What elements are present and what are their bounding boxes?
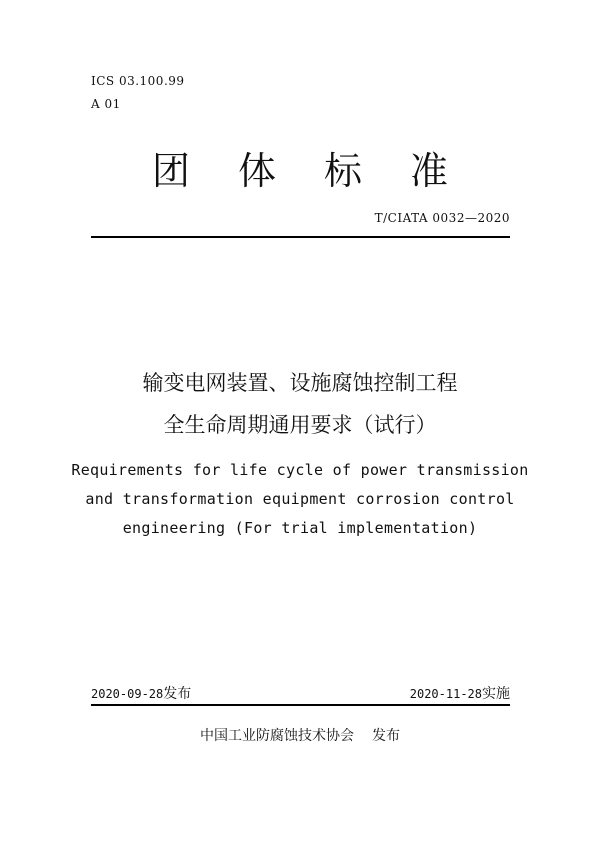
title-en-line-3: engineering (For trial implementation) (122, 519, 478, 537)
title-en-line-2: and transformation equipment corrosion control (85, 490, 515, 508)
publisher (0, 726, 600, 746)
top-divider (91, 236, 510, 238)
title-cn-line-2: 全生命周期通用要求（试行） (163, 413, 437, 437)
title-en-line-1: Requirements for life cycle of power transmission (71, 461, 529, 479)
implementation-date-value: 2020-11-28 (409, 687, 482, 701)
issue-date (91, 686, 191, 702)
classification-code: A 01 (91, 97, 121, 111)
issue-date-label: 发布 (163, 686, 192, 702)
implementation-date (410, 686, 510, 702)
issue-date-value: 2020-09-28 (91, 687, 164, 701)
standard-type-heading: 团体标准 (151, 149, 496, 193)
bottom-divider (91, 704, 510, 706)
standard-number: T/CIATA 0032—2020 (374, 211, 510, 225)
title-cn-line-1: 输变电网装置、设施腐蚀控制工程 (142, 371, 458, 395)
publisher-label: 发布 (372, 728, 400, 744)
publisher-name: 中国工业防腐蚀技术协会 (200, 728, 354, 744)
implementation-date-label: 实施 (482, 686, 510, 702)
ics-code: ICS 03.100.99 (91, 74, 185, 88)
